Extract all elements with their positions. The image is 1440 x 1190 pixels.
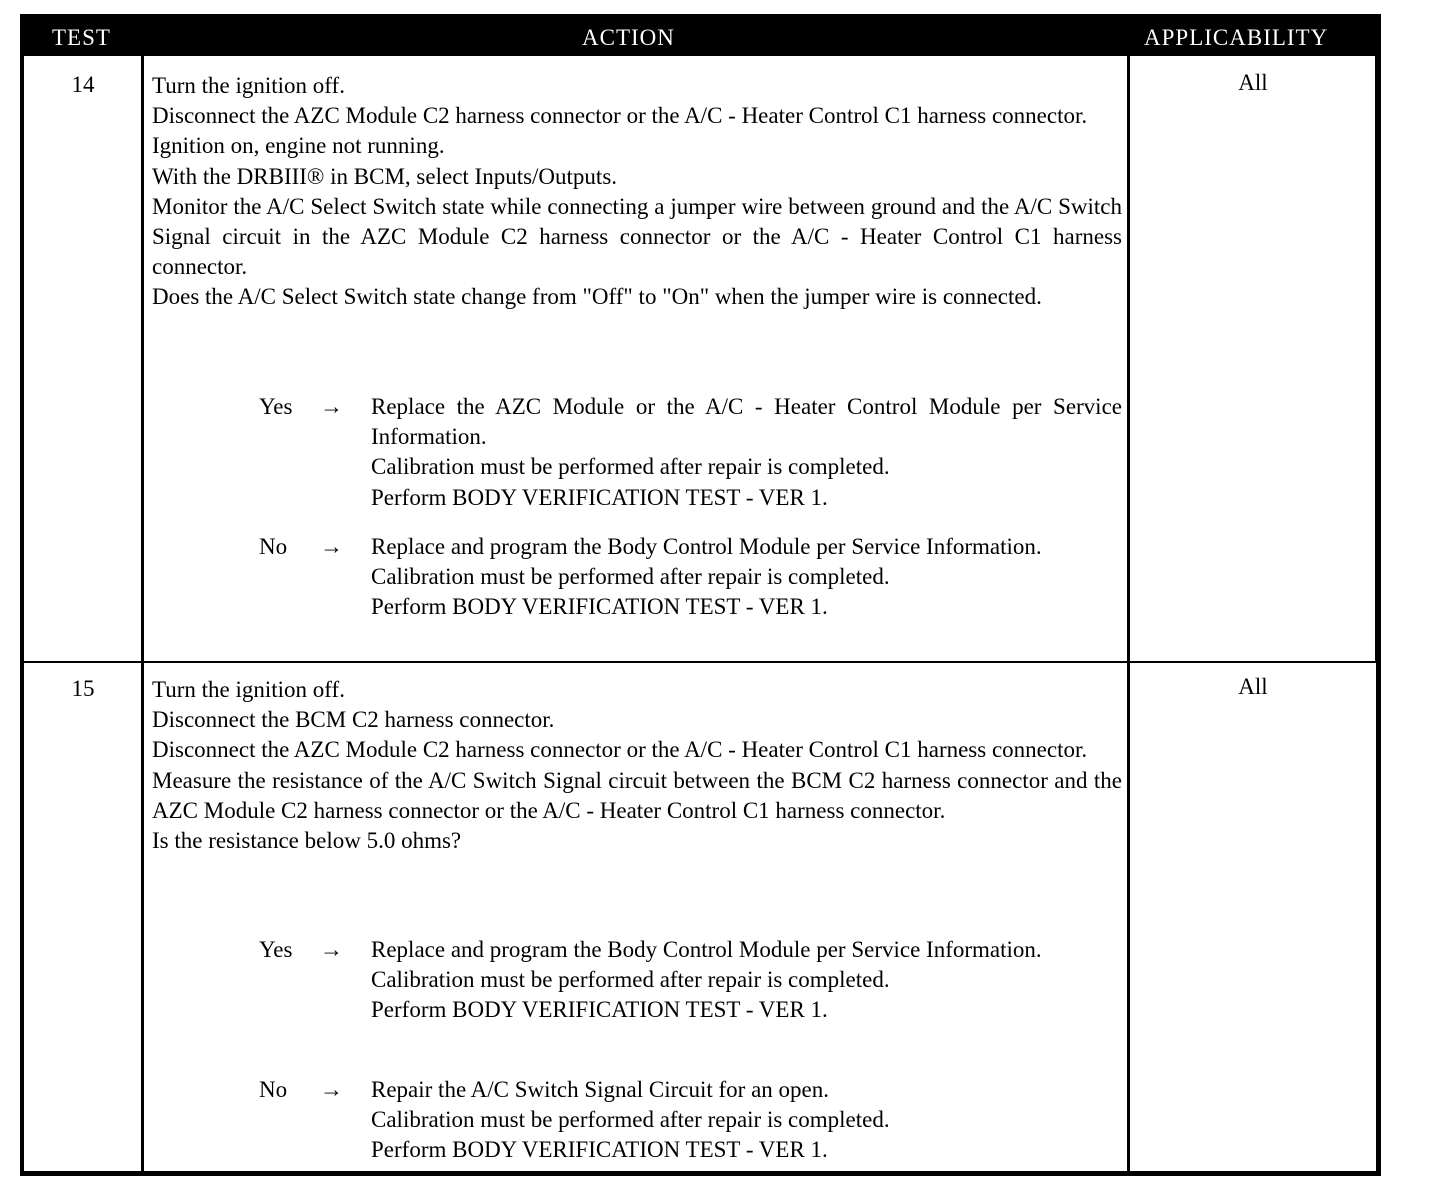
action-step: Does the A/C Select Switch state change from "Off" to "On" when the jumper wire is connected.: [152, 284, 1042, 310]
action-step: Disconnect the AZC Module C2 harness connector or the A/C - Heater Control C1 harness connector.: [152, 737, 1088, 763]
branch-label: Yes: [259, 394, 293, 419]
applicability-value: All: [1238, 674, 1268, 699]
arrow-icon: →: [320, 534, 343, 559]
header-action: ACTION: [582, 25, 675, 50]
branch-label: Yes: [259, 937, 293, 962]
branch-no: [152, 1075, 1122, 1166]
row-divider: [24, 661, 1376, 663]
arrow-icon: →: [320, 1077, 343, 1102]
branch-yes: [152, 392, 1122, 513]
header-test: TEST: [52, 25, 111, 50]
branch-line: Replace the AZC Module or the A/C - Heater Control Module per Service Information.: [371, 394, 1122, 450]
action-step: Ignition on, engine not running.: [152, 133, 445, 159]
action-step: Turn the ignition off.: [152, 73, 345, 98]
branch-label: No: [259, 534, 288, 559]
diagnostic-table: [20, 14, 1381, 1176]
column-divider: [1375, 56, 1378, 662]
branch-yes: [152, 935, 1122, 1026]
action-step: Monitor the A/C Select Switch state while connecting a jumper wire between ground and the A/C Switch Signal circuit in the AZC Module C2 harness connector or the A/C - Heater Control C1 harness connector.: [152, 193, 1122, 280]
branch-line: Perform BODY VERIFICATION TEST - VER 1.: [371, 1137, 828, 1163]
applicability-value: All: [1238, 70, 1268, 95]
action-step: Turn the ignition off.: [152, 677, 345, 702]
action-step: Disconnect the AZC Module C2 harness connector or the A/C - Heater Control C1 harness connector.: [152, 103, 1088, 129]
column-divider: [1127, 56, 1130, 1175]
branch-line: Calibration must be performed after repair is completed.: [371, 454, 890, 480]
column-divider: [141, 56, 144, 1175]
action-step: Disconnect the BCM C2 harness connector.: [152, 707, 555, 733]
action-steps: [152, 675, 1122, 856]
branch-line: Perform BODY VERIFICATION TEST - VER 1.: [371, 594, 828, 620]
branch-line: Replace and program the Body Control Module per Service Information.: [371, 534, 1042, 559]
branch-line: Calibration must be performed after repair is completed.: [371, 967, 890, 993]
action-step: Measure the resistance of the A/C Switch Signal circuit between the BCM C2 harness connector and the AZC Module C2 harness connector or the A/C - Heater Control C1 harness connector.: [152, 767, 1122, 823]
branch-label: No: [259, 1077, 288, 1102]
branch-line: Calibration must be performed after repair is completed.: [371, 564, 890, 590]
branch-line: Calibration must be performed after repair is completed.: [371, 1107, 890, 1133]
branch-line: Repair the A/C Switch Signal Circuit for an open.: [371, 1077, 830, 1102]
test-number: 15: [71, 676, 95, 701]
action-steps: [152, 71, 1122, 313]
arrow-icon: →: [320, 937, 343, 962]
action-step: Is the resistance below 5.0 ohms?: [152, 828, 462, 854]
header-applicability: APPLICABILITY: [1144, 25, 1329, 50]
branch-line: Replace and program the Body Control Module per Service Information.: [371, 937, 1042, 962]
branch-no: [152, 532, 1122, 623]
arrow-icon: →: [320, 394, 343, 419]
branch-line: Perform BODY VERIFICATION TEST - VER 1.: [371, 997, 828, 1023]
action-step: With the DRBIII® in BCM, select Inputs/Outputs.: [152, 163, 618, 189]
branch-line: Perform BODY VERIFICATION TEST - VER 1.: [371, 484, 828, 510]
table-header: [24, 18, 1376, 56]
test-number: 14: [71, 72, 95, 97]
